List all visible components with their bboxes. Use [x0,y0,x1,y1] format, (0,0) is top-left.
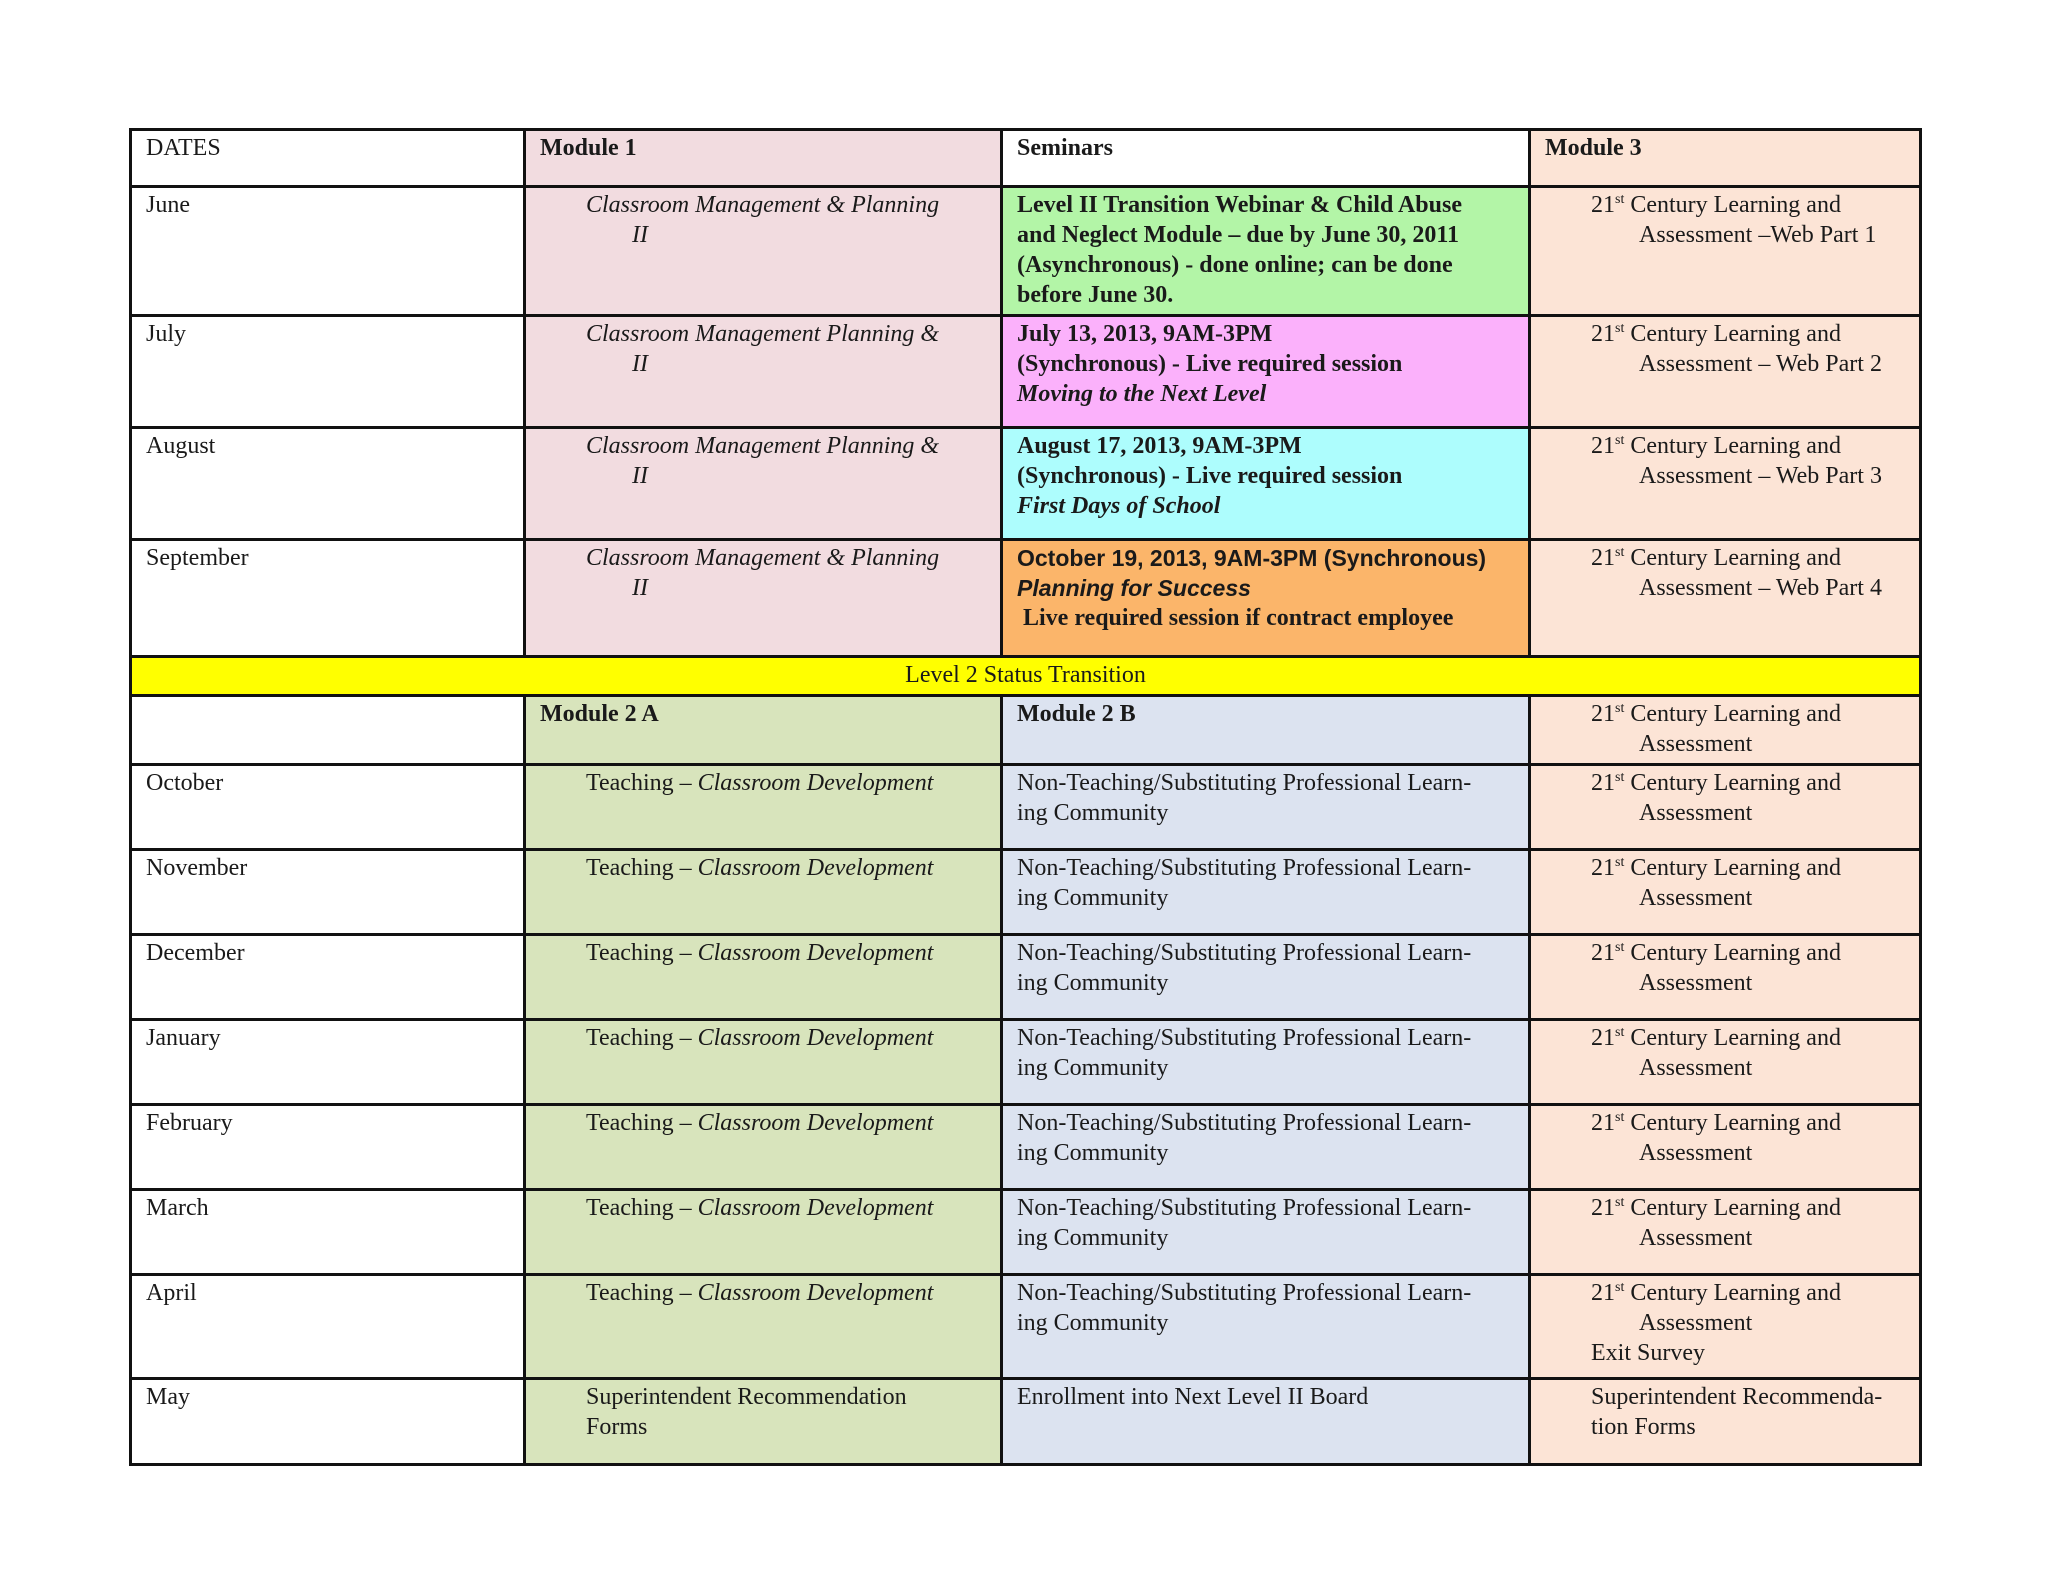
month-cell: September [131,540,525,657]
module3-sup: st [1615,770,1625,785]
seminar-cell [1002,540,1530,657]
seminar-line: (Synchronous) - Live required session [1017,463,1403,489]
module1-line: II [632,222,648,248]
module2b-cell [1002,1105,1530,1190]
module2b-cell [1002,1275,1530,1379]
module3-num: 21 [1591,770,1615,796]
teaching-title: Classroom Development [697,855,934,881]
table-row [131,1275,1921,1379]
teaching-line [540,1278,986,1308]
module1-line: II [632,575,648,601]
module3-line: Assessment [1639,1225,1753,1251]
module2b-cell [1002,1020,1530,1105]
month-cell: April [131,1275,525,1379]
module3-line: tion Forms [1591,1414,1696,1440]
module3-line: Assessment –Web Part 1 [1639,222,1877,248]
teaching-prefix: Teaching – [586,1280,698,1306]
teaching-line [540,938,986,968]
module2-header-row [131,696,1921,765]
header-dates: DATES [131,130,525,187]
status-transition-banner: Level 2 Status Transition [131,657,1921,696]
module2b-cell: Enrollment into Next Level II Board [1002,1379,1530,1465]
module3-line: Assessment – Web Part 3 [1639,463,1882,489]
module3-sup: st [1615,321,1625,336]
module1-cell [525,187,1002,316]
month-cell: March [131,1190,525,1275]
module2b-line: ing Community [1017,800,1169,826]
module3-cell [1530,540,1921,657]
seminar-line: Level II Transition Webinar & Child Abuse [1017,192,1462,218]
schedule-table [129,128,1922,1466]
seminar-line: August 17, 2013, 9AM-3PM [1017,433,1302,459]
seminar-cell [1002,316,1530,428]
seminar-line: Live required session if contract employee [1017,605,1454,631]
module3-line: Century Learning and [1624,940,1841,966]
module3-line: Assessment [1639,1140,1753,1166]
module2b-line: ing Community [1017,1310,1169,1336]
header-module-1: Module 1 [525,130,1002,187]
module2b-cell [1002,1190,1530,1275]
month-cell: February [131,1105,525,1190]
module2b-line: ing Community [1017,1055,1169,1081]
module3-sup: st [1615,1110,1625,1125]
module3-line: Century Learning and [1624,192,1841,218]
module3-line: Assessment [1639,1055,1753,1081]
module3-cell [1530,1190,1921,1275]
module3-line: Assessment [1639,731,1753,757]
module2a-line: Superintendent Recommendation [586,1384,907,1410]
exit-survey: Exit Survey [1591,1340,1705,1366]
module3-line: Century Learning and [1624,1280,1841,1306]
module3-num: 21 [1591,321,1615,347]
seminar-cell [1002,187,1530,316]
header-module-2b: Module 2 B [1002,696,1530,765]
header-row [131,130,1921,187]
module3-cell [1530,765,1921,850]
module3-cell [1530,1105,1921,1190]
teaching-prefix: Teaching – [586,770,698,796]
module3-num: 21 [1591,940,1615,966]
module2b-line: Non-Teaching/Substituting Professional Learn- [1017,770,1472,796]
module3-line: Assessment [1639,1310,1753,1336]
table-row [131,1379,1921,1465]
module1-cell [525,540,1002,657]
seminar-line: October 19, 2013, 9AM-3PM (Synchronous) [1017,545,1487,571]
module3-line: Assessment [1639,885,1753,911]
table-row [131,187,1921,316]
module3-cell [1530,1020,1921,1105]
table-row [131,1105,1921,1190]
module2b-line: ing Community [1017,1225,1169,1251]
module3-line: Century Learning and [1624,701,1841,727]
module3-line: Superintendent Recommenda- [1591,1384,1883,1410]
month-cell: December [131,935,525,1020]
module3-line: Century Learning and [1624,321,1841,347]
seminar-line: (Synchronous) - Live required session [1017,351,1403,377]
table-row [131,765,1921,850]
module3-cell [1530,1379,1921,1465]
month-cell: July [131,316,525,428]
module1-line: II [632,463,648,489]
teaching-title: Classroom Development [697,1280,934,1306]
module3-cell [1530,935,1921,1020]
table-row [131,540,1921,657]
module3-num: 21 [1591,855,1615,881]
seminar-line: and Neglect Module – due by June 30, 2011 [1017,222,1460,248]
month-cell: January [131,1020,525,1105]
module3-line: Century Learning and [1624,545,1841,571]
teaching-title: Classroom Development [697,1025,934,1051]
teaching-line [540,1108,986,1138]
module1-line: II [632,351,648,377]
seminar-line: (Asynchronous) - done online; can be done [1017,252,1453,278]
teaching-prefix: Teaching – [586,1025,698,1051]
teaching-title: Classroom Development [697,1195,934,1221]
module3-sup: st [1615,192,1625,207]
status-row [131,657,1921,696]
module3-cell [1530,850,1921,935]
month-cell: November [131,850,525,935]
module2b-line: Non-Teaching/Substituting Professional Learn- [1017,1025,1472,1051]
module3-num: 21 [1591,1025,1615,1051]
module2a-line: Forms [586,1414,648,1440]
module3-num: 21 [1591,1110,1615,1136]
module2b-line: ing Community [1017,1140,1169,1166]
table-row [131,1020,1921,1105]
teaching-title: Classroom Development [697,770,934,796]
module3-line: Century Learning and [1624,855,1841,881]
module3-num: 21 [1591,192,1615,218]
module3-sup: st [1615,1025,1625,1040]
module3-sup: st [1615,1280,1625,1295]
month-cell: August [131,428,525,540]
module2a-cell [525,935,1002,1020]
module2b-line: Non-Teaching/Substituting Professional Learn- [1017,1195,1472,1221]
module3-sup: st [1615,855,1625,870]
module3-line: Century Learning and [1624,433,1841,459]
seminar-line: July 13, 2013, 9AM-3PM [1017,321,1273,347]
module2a-cell [525,1379,1002,1465]
module3-line: Assessment – Web Part 4 [1639,575,1882,601]
module3-sup: st [1615,701,1625,716]
seminar-title: Moving to the Next Level [1017,381,1267,407]
month-cell: October [131,765,525,850]
module3-num: 21 [1591,433,1615,459]
teaching-line [540,853,986,883]
module2b-cell [1002,935,1530,1020]
module3-sup: st [1615,1195,1625,1210]
module3-sup: st [1615,545,1625,560]
module3-cell [1530,696,1921,765]
empty-date-cell [131,696,525,765]
module2a-cell [525,765,1002,850]
seminar-title: Planning for Success [1017,575,1251,601]
module3-num: 21 [1591,701,1615,727]
module3-cell [1530,187,1921,316]
table-row [131,935,1921,1020]
module3-cell [1530,1275,1921,1379]
module2b-cell [1002,765,1530,850]
seminar-title: First Days of School [1017,493,1221,519]
teaching-prefix: Teaching – [586,1195,698,1221]
teaching-title: Classroom Development [697,940,934,966]
module3-num: 21 [1591,1195,1615,1221]
module2a-cell [525,1190,1002,1275]
module3-line: Century Learning and [1624,1025,1841,1051]
module3-sup: st [1615,433,1625,448]
module3-line: Assessment [1639,970,1753,996]
table-row [131,316,1921,428]
module3-line: Century Learning and [1624,1195,1841,1221]
module2a-cell [525,1105,1002,1190]
module3-line: Century Learning and [1624,1110,1841,1136]
teaching-line [540,1193,986,1223]
module3-line: Assessment [1639,800,1753,826]
month-cell: June [131,187,525,316]
module1-line: Classroom Management Planning & [586,321,940,347]
module2b-line: ing Community [1017,885,1169,911]
module2b-line: Non-Teaching/Substituting Professional Learn- [1017,1110,1472,1136]
table-row [131,850,1921,935]
teaching-prefix: Teaching – [586,855,698,881]
module2b-line: Non-Teaching/Substituting Professional Learn- [1017,1280,1472,1306]
month-cell: May [131,1379,525,1465]
module1-line: Classroom Management & Planning [586,545,940,571]
table-row [131,1190,1921,1275]
header-module-2a: Module 2 A [525,696,1002,765]
module3-line: Century Learning and [1624,770,1841,796]
module2a-cell [525,1275,1002,1379]
teaching-line [540,768,986,798]
module2b-line: Non-Teaching/Substituting Professional Learn- [1017,940,1472,966]
teaching-title: Classroom Development [697,1110,934,1136]
module1-line: Classroom Management & Planning [586,192,940,218]
module3-line: Assessment – Web Part 2 [1639,351,1882,377]
seminar-line: before June 30. [1017,282,1174,308]
teaching-prefix: Teaching – [586,940,698,966]
module3-cell [1530,428,1921,540]
module2b-line: Non-Teaching/Substituting Professional Learn- [1017,855,1472,881]
module3-num: 21 [1591,545,1615,571]
module2a-cell [525,1020,1002,1105]
module2b-line: ing Community [1017,970,1169,996]
table-row [131,428,1921,540]
teaching-line [540,1023,986,1053]
module3-sup: st [1615,940,1625,955]
module2a-cell [525,850,1002,935]
module1-cell [525,428,1002,540]
module3-cell [1530,316,1921,428]
header-seminars: Seminars [1002,130,1530,187]
module3-num: 21 [1591,1280,1615,1306]
module1-line: Classroom Management Planning & [586,433,940,459]
module2b-cell [1002,850,1530,935]
seminar-cell [1002,428,1530,540]
module1-cell [525,316,1002,428]
teaching-prefix: Teaching – [586,1110,698,1136]
header-module-3: Module 3 [1530,130,1921,187]
